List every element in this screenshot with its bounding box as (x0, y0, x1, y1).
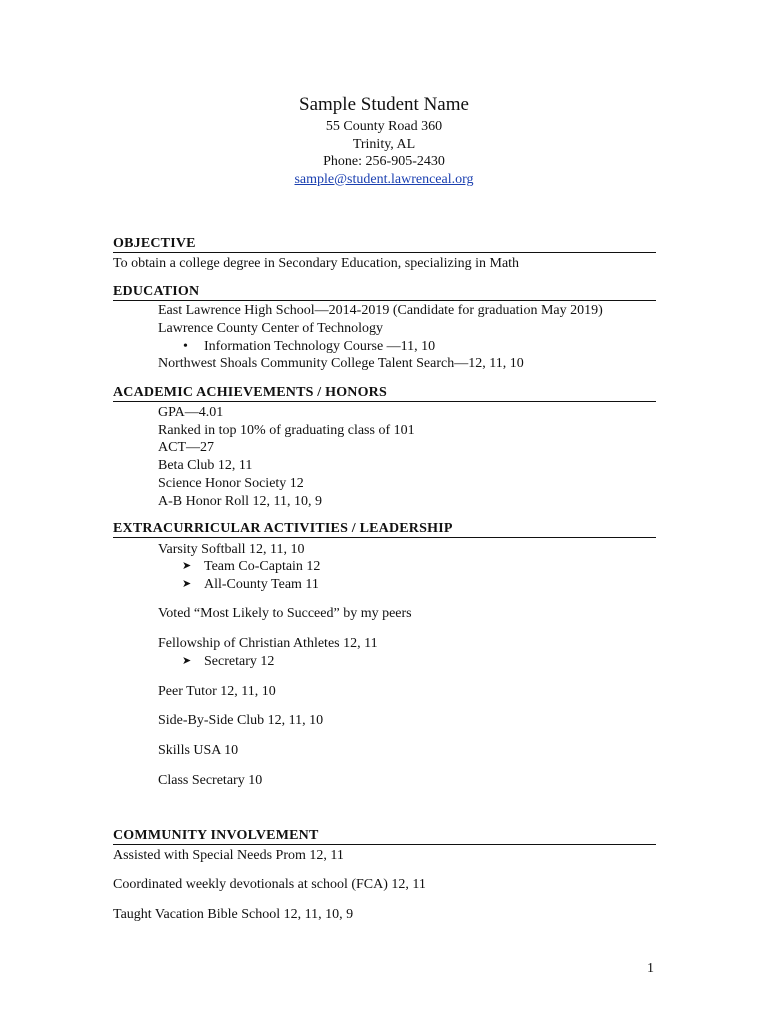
list-item: A-B Honor Roll 12, 11, 10, 9 (158, 494, 322, 509)
list-item: GPA—4.01 (158, 405, 224, 420)
arrowhead-icon: ➤ (182, 578, 192, 590)
list-item: Lawrence County Center of Technology (158, 321, 384, 336)
list-item: Team Co-Captain 12 (204, 559, 321, 574)
section-title-education: EDUCATION (113, 284, 656, 301)
list-item: Skills USA 10 (158, 743, 239, 758)
list-item: All-County Team 11 (204, 577, 319, 592)
email-link[interactable]: sample@student.lawrenceal.org (294, 171, 474, 187)
phone: Phone: 256-905-2430 (323, 154, 445, 169)
list-item: Fellowship of Christian Athletes 12, 11 (158, 636, 378, 651)
section-title-honors: ACADEMIC ACHIEVEMENTS / HONORS (113, 385, 656, 402)
section-title-community: COMMUNITY INVOLVEMENT (113, 828, 656, 845)
list-item: Varsity Softball 12, 11, 10 (158, 542, 305, 557)
list-item: Peer Tutor 12, 11, 10 (158, 684, 276, 699)
list-item: Assisted with Special Needs Prom 12, 11 (113, 848, 344, 863)
page-number: 1 (647, 961, 654, 976)
list-item: Science Honor Society 12 (158, 476, 304, 491)
list-item: Class Secretary 10 (158, 773, 263, 788)
list-item: Ranked in top 10% of graduating class of 101 (158, 423, 415, 438)
student-name: Sample Student Name (299, 94, 469, 115)
section-title-objective: OBJECTIVE (113, 236, 656, 253)
list-item: Taught Vacation Bible School 12, 11, 10, 9 (113, 907, 354, 922)
objective-text: To obtain a college degree in Secondary Education, specializing in Math (113, 256, 520, 271)
address-line-2: Trinity, AL (352, 136, 416, 152)
list-item: Side-By-Side Club 12, 11, 10 (158, 713, 324, 728)
list-item: Secretary 12 (204, 654, 275, 669)
list-item: ACT—27 (158, 440, 214, 455)
arrowhead-icon: ➤ (182, 560, 192, 572)
email-link-wrapper (0, 171, 768, 189)
list-item: Northwest Shoals Community College Talent Search—12, 11, 10 (158, 356, 524, 371)
list-item: East Lawrence High School—2014-2019 (Candidate for graduation May 2019) (158, 303, 603, 318)
section-title-activities: EXTRACURRICULAR ACTIVITIES / LEADERSHIP (113, 521, 656, 538)
list-item: Coordinated weekly devotionals at school (FCA) 12, 11 (113, 877, 426, 892)
list-item: Information Technology Course —11, 10 (204, 339, 436, 354)
list-item: Beta Club 12, 11 (158, 458, 253, 473)
address-line-1: 55 County Road 360 (325, 119, 443, 134)
arrowhead-icon: ➤ (182, 655, 192, 667)
list-item: Voted “Most Likely to Succeed” by my peers (158, 606, 412, 621)
bullet-dot-icon: • (183, 339, 188, 354)
